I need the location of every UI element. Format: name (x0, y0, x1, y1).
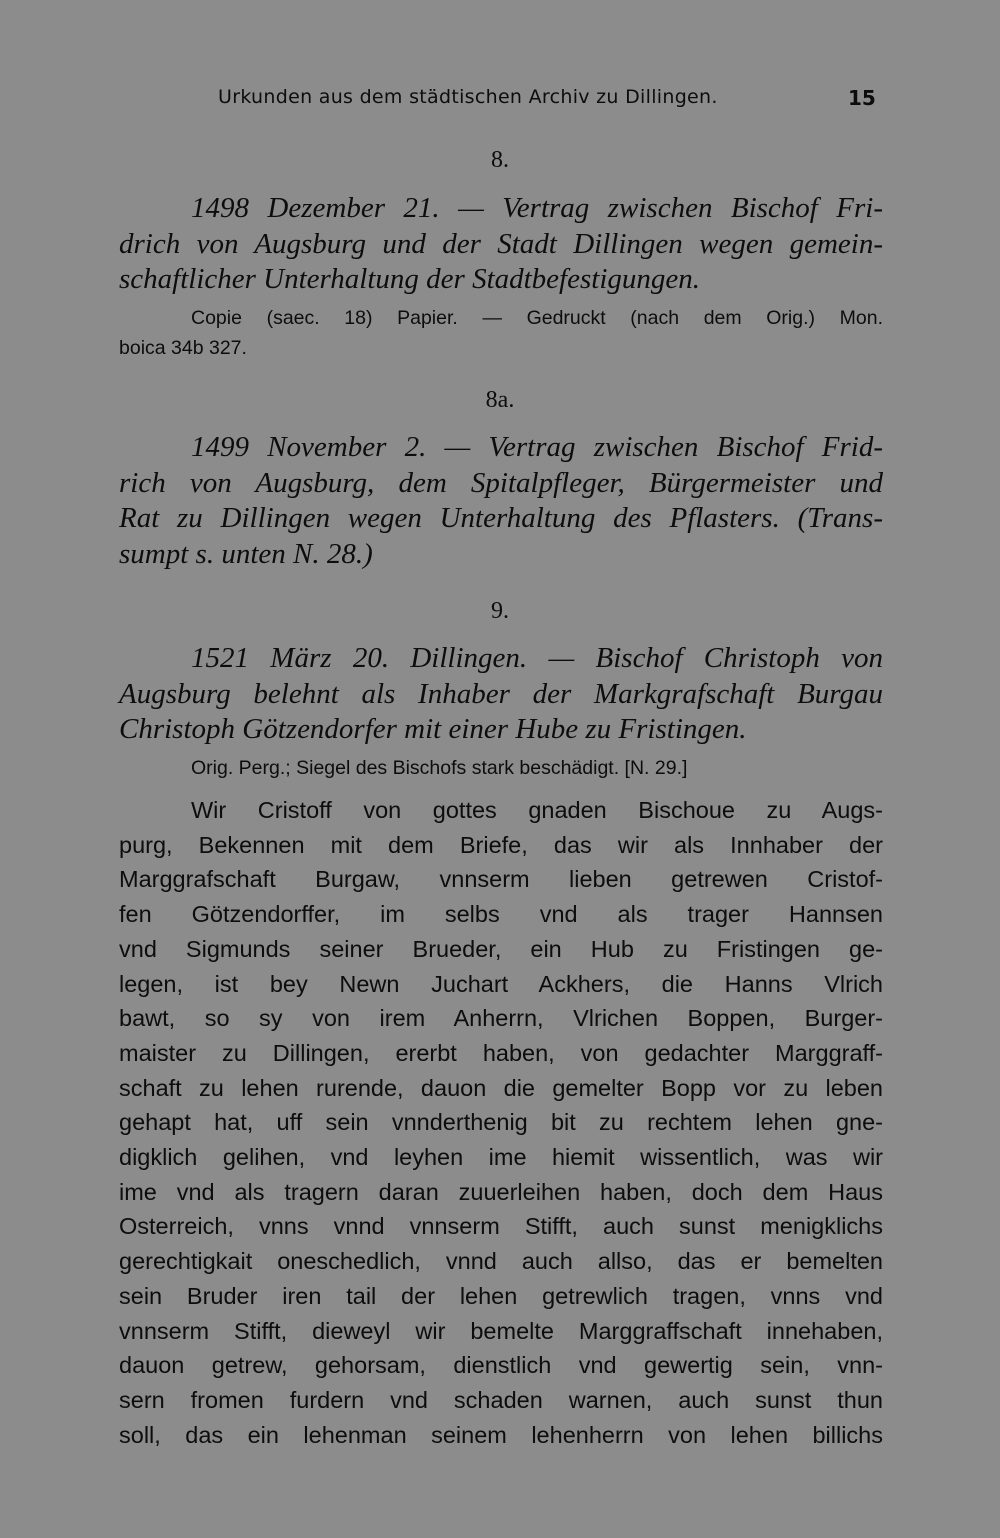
text-line: gehapt hat, uff sein vnnderthenig bit zu rechtem lehen gne- (119, 1109, 883, 1136)
charter-text (119, 793, 883, 1452)
note-line: boica 34b 327. (119, 337, 247, 359)
text-line: purg, Bekennen mit dem Briefe, das wir als Innhaber der (119, 831, 883, 858)
entry-regest (119, 641, 883, 748)
text-line: fen Götzendorffer, im selbs vnd als trager Hannsen (119, 901, 883, 928)
regest-line: 1521 März 20. Dillingen. — Bischof Christoph von (191, 642, 883, 674)
text-line: Marggrafschaft Burgaw, vnnserm lieben getrewen Cristof- (119, 866, 883, 893)
text-line: bawt, so sy von irem Anherrn, Vlrichen Boppen, Burger- (119, 1005, 883, 1032)
page-number: 15 (848, 86, 876, 110)
text-line: gerechtigkait oneschedlich, vnnd auch allso, das er bemelten (119, 1248, 883, 1275)
regest-line: drich von Augsburg und der Stadt Dillingen wegen gemein- (119, 227, 883, 260)
regest-line: sumpt s. unten N. 28.) (119, 537, 373, 570)
text-line: legen, ist bey Newn Juchart Ackhers, die Hanns Vlrich (119, 970, 883, 997)
text-line: ime vnd als tragern daran zuuerleihen haben, doch dem Haus (119, 1178, 883, 1205)
text-line: soll, das ein lehenman seinem lehenherrn von lehen billichs (119, 1421, 883, 1448)
text-line: vnnserm Stifft, dieweyl wir bemelte Marggraffschaft innehaben, (119, 1317, 883, 1344)
regest-line: Christoph Götzendorfer mit einer Hube zu Fristingen. (119, 713, 747, 745)
regest-line: 1498 Dezember 21. — Vertrag zwischen Bischof Fri- (191, 192, 883, 224)
text-line: sern fromen furdern vnd schaden warnen, auch sunst thun (119, 1386, 883, 1413)
running-title: Urkunden aus dem städtischen Archiv zu Dillingen. (218, 86, 718, 108)
entry-number: 8. (491, 147, 509, 173)
note-line: Orig. Perg.; Siegel des Bischofs stark beschädigt. [N. 29.] (191, 757, 688, 779)
text-line: sein Bruder iren tail der lehen getrewlich tragen, vnns vnd (119, 1282, 883, 1309)
note-line: Copie (saec. 18) Papier. — Gedruckt (nach dem Orig.) Mon. (191, 307, 883, 329)
text-line: vnd Sigmunds seiner Brueder, ein Hub zu Fristingen ge- (119, 935, 883, 962)
entry-regest (119, 430, 883, 572)
text-line: schaft zu lehen rurende, dauon die gemelter Bopp vor zu leben (119, 1074, 883, 1101)
regest-line: schaftlicher Unterhaltung der Stadtbefestigungen. (119, 263, 701, 295)
entry-note (119, 753, 883, 783)
regest-line: Rat zu Dillingen wegen Unterhaltung des Pflasters. (Trans- (119, 502, 883, 534)
entry-number: 8a. (485, 387, 515, 413)
regest-line: 1499 November 2. — Vertrag zwischen Bischof Frid- (191, 431, 883, 463)
entry-number: 9. (491, 598, 509, 624)
text-line: digklich gelihen, vnd leyhen ime hiemit wissentlich, was wir (119, 1144, 883, 1171)
entry-note (119, 303, 883, 363)
text-line: maister zu Dillingen, ererbt haben, von gedachter Marggraff- (119, 1039, 883, 1066)
text-line: Wir Cristoff von gottes gnaden Bischoue zu Augs- (191, 797, 883, 823)
text-line: dauon getrew, gehorsam, dienstlich vnd gewertig sein, vnn- (119, 1352, 883, 1379)
regest-line: Augsburg belehnt als Inhaber der Markgrafschaft Burgau (119, 677, 883, 710)
regest-line: rich von Augsburg, dem Spitalpfleger, Bürgermeister und (119, 466, 883, 499)
text-line: Osterreich, vnns vnnd vnnserm Stifft, auch sunst menigklichs (119, 1213, 883, 1240)
entry-regest (119, 191, 883, 298)
